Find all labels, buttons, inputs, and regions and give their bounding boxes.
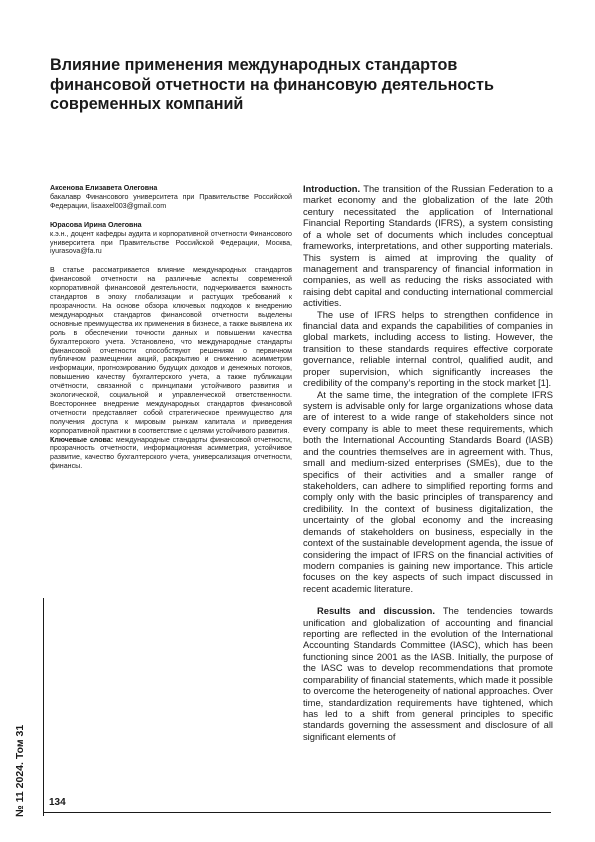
author-affiliation: к.э.н., доцент кафедры аудита и корпоративной отчетности Финансового университета при Правительстве Российской Федерации, Москва, iyurasova@fa.ru <box>50 229 292 256</box>
intro-text: The transition of the Russian Federation to a market economy and the globalization of the late 20th century necessitated the application of International Financial Reporting Standards (IFRS), a system consisting of a whole set of documents which includes conceptual frameworks, interpretations, and other supporting materials. This system is aimed at improving the quality of management and transparency of financial information in companies, as well as reducing the risks associated with raising debt capital and conducting international commercial activities. <box>303 184 553 309</box>
footer-rule <box>43 812 551 813</box>
intro-heading: Introduction. <box>303 184 361 194</box>
body-paragraph: At the same time, the integration of the complete IFRS system is advisable only for large organizations whose data are of interest to a wide range of stakeholders since not every company is able to meet these requirements, which both the International Accounting Standards Board (IASB) and the countries themselves are in agreement with. Thus, small and medium-sized enterprises (SMEs), due to the specifics of their activities and a smaller range of stakeholders, can adhere to simplified reporting forms and comply only with the basic principles of transparency and credibility. In the context of business digitalization, the uncertainty of the global economy and the increasing demands of stakeholders on business, especially in the context of the sustainable development agenda, the issue of considering the impact of IFRS on the financial activities of modern companies is gaining new importance. This article focuses on the key aspects of such impact discussed in recent academic literature. <box>303 389 553 594</box>
results-paragraph <box>303 606 553 743</box>
body-column <box>303 184 553 743</box>
keywords-text: международные стандарты финансовой отчетности, прозрачность отчетности, информационная асимметрия, устойчивое развитие, качество бухгалтерского учета, универсализация отчетности, финансы. <box>50 435 292 471</box>
margin-rule <box>43 598 44 816</box>
keywords <box>50 436 292 472</box>
author-block <box>50 184 292 211</box>
author-name: Аксенова Елизавета Олеговна <box>50 184 158 192</box>
article-title: Влияние применения международных стандартов финансовой отчетности на финансовую деятельность современных компаний <box>50 56 494 113</box>
author-block <box>50 221 292 257</box>
results-text: The tendencies towards unification and globalization of accounting and financial reporting are reflected in the evolution of the International Accounting Standards Committee (IASC), which has been functioning since 2001 as the IASB. Initially, the purpose of the IASC was to develop recommendations that promote comparability of financial statements, which made it possible to overcome the heterogeneity of national approaches. Over time, standardization requirements have tightened, which has led to a shift from general principles to specific standards governing the assessment and disclosure of all significant elements of <box>303 606 553 742</box>
abstract: В статье рассматривается влияние международных стандартов финансовой отчетности на различные аспекты современной корпоративной финансовой деятельности, подчеркивается важность стандартов в эпоху глобализации и растущих требований к прозрачности. На основе обзора ключевых подходов к внедрению международных стандартов финансовой отчетности выделены основные преимущества их применения в бизнесе, а также выявлена их роль в обеспечении точности данных и повышении качества бухгалтерского учета. Установлено, что международные стандарты финансовой отчетности способствуют решениям о первичном публичном размещении акций, раскрытию и снижению асимметрии информации, прогнозированию будущих доходов и денежных потоков, повышению качеству бухгалтерского учета, а также публикации отчётности, связанной с принципами устойчивого развития и экологической, социальной и управленческой ответственности. Всестороннее внедрение международных стандартов финансовой отчетности представляет собой стратегическое преимущество для получения доступа к мировым рынкам капитала и приведения корпоративной практики в соответствие с целями устойчивого развития. <box>50 266 292 435</box>
author-name: Юрасова Ирина Олеговна <box>50 220 142 229</box>
intro-paragraph <box>303 184 553 310</box>
author-affiliation: бакалавр Финансового университета при Правительстве Российской Федерации, lisaaxel003@gmail.com <box>50 192 292 210</box>
issue-label: № 11 2024. Том 31 <box>14 724 26 817</box>
body-paragraph: The use of IFRS helps to strengthen confidence in financial data and expands the capabilities of companies in global markets, including access to listing. However, the transition to these standards requires effective corporate governance, reliable internal control, qualified audit, and proper supervision, which significantly increases the credibility of the company’s reporting in the stock market [1]. <box>303 309 553 389</box>
results-heading: Results and discussion. <box>317 606 435 617</box>
keywords-label: Ключевые слова: <box>50 435 114 444</box>
page-number: 134 <box>49 797 66 808</box>
left-column <box>50 184 292 471</box>
